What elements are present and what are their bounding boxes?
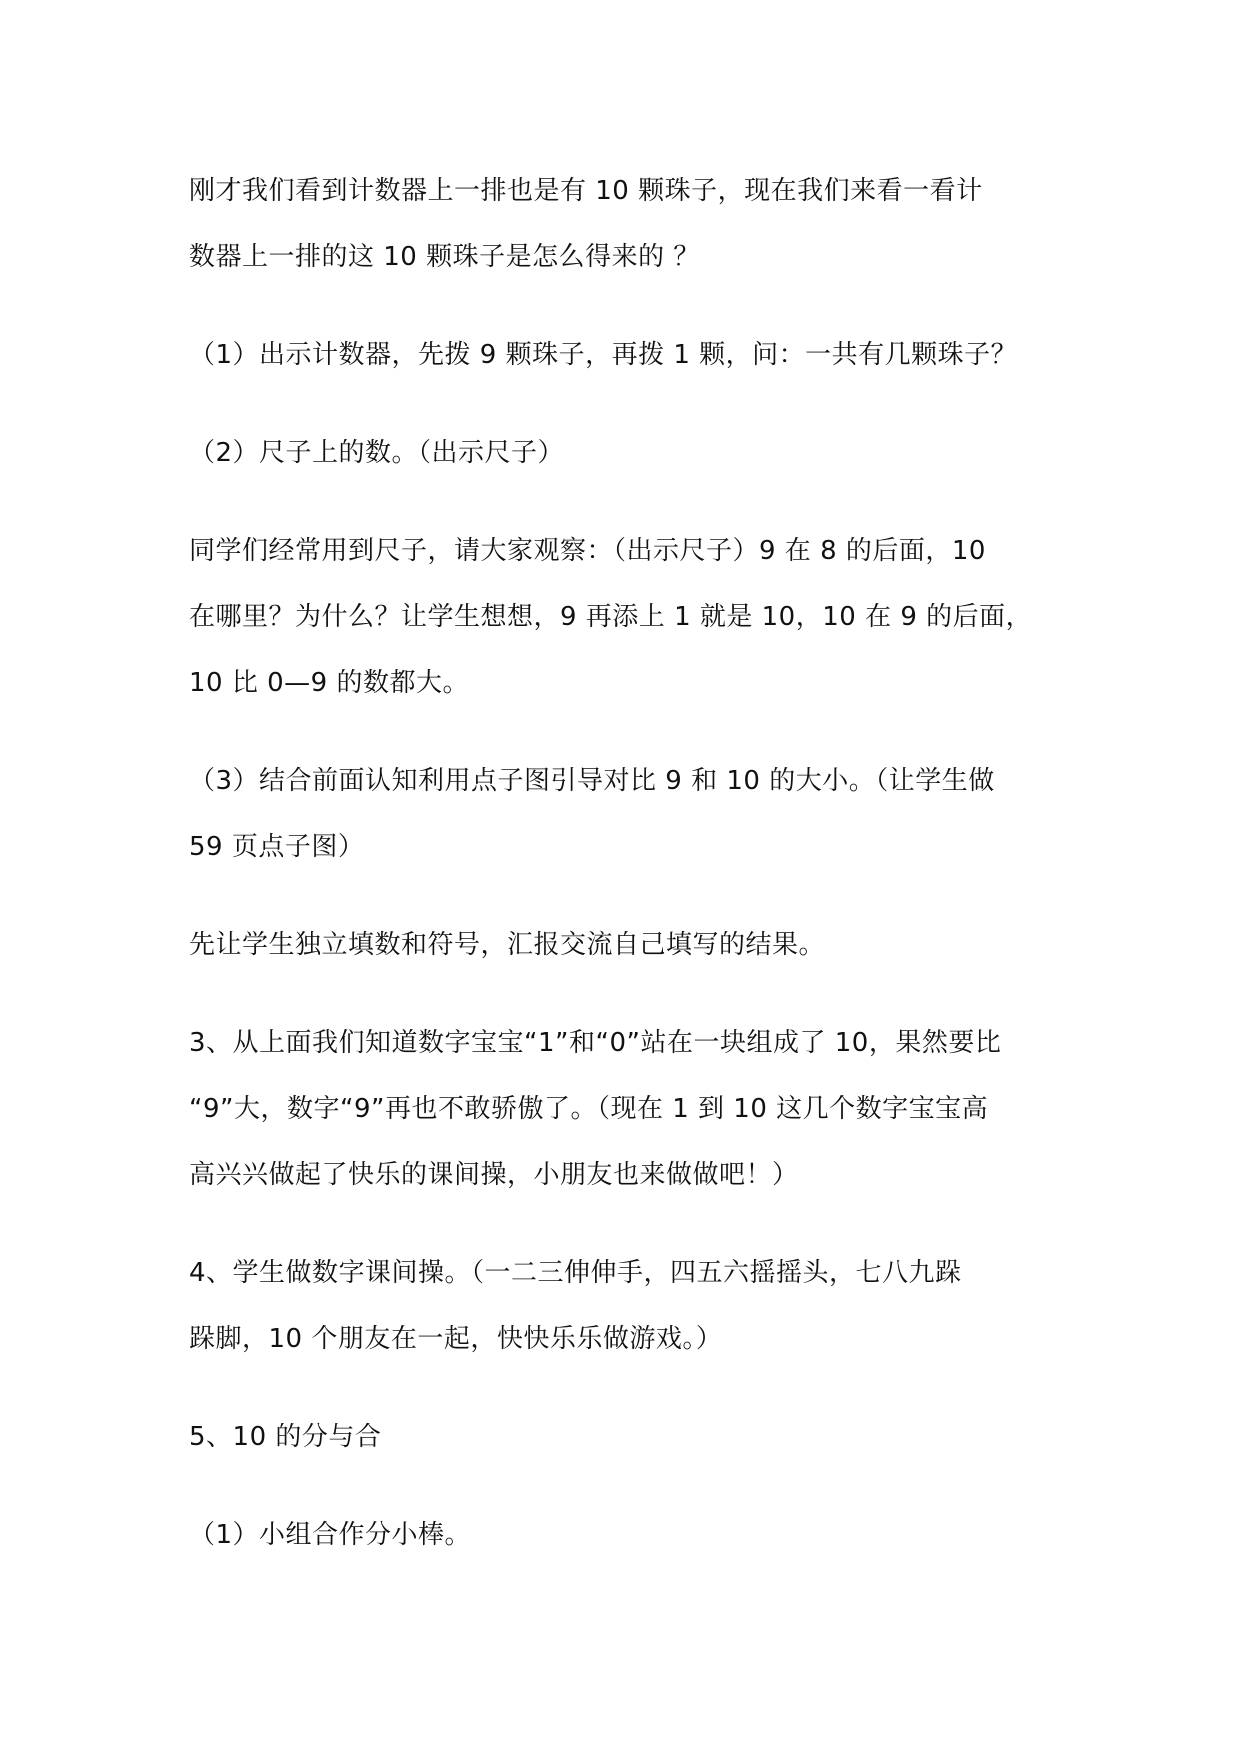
- text-line: 59 页点子图）: [189, 832, 365, 862]
- text-line: 10 比 0—9 的数都大。: [189, 668, 469, 698]
- paragraph: [189, 420, 1059, 486]
- paragraph: [189, 912, 1059, 978]
- text-line: “9”大，数字“9”再也不敢骄傲了。（现在 1 到 10 这几个数字宝宝高: [189, 1094, 989, 1124]
- paragraph: [189, 748, 1059, 880]
- paragraph: [189, 322, 1059, 388]
- text-line: 5、10 的分与合: [189, 1422, 382, 1452]
- text-line: （1）小组合作分小棒。: [189, 1520, 472, 1550]
- document-body: [189, 158, 1059, 1568]
- text-line: 高兴兴做起了快乐的课间操，小朋友也来做做吧！）: [189, 1160, 799, 1190]
- text-line: （2）尺子上的数。（出示尺子）: [189, 438, 565, 468]
- paragraph: [189, 1404, 1059, 1470]
- text-line: 同学们经常用到尺子，请大家观察：（出示尺子）9 在 8 的后面，10: [189, 536, 986, 566]
- text-line: （1）出示计数器，先拨 9 颗珠子，再拨 1 颗，问：一共有几颗珠子？: [189, 340, 1018, 370]
- paragraph: [189, 1240, 1059, 1372]
- text-line: 刚才我们看到计数器上一排也是有 10 颗珠子，现在我们来看一看计: [189, 176, 983, 206]
- text-line: 数器上一排的这 10 颗珠子是怎么得来的 ？: [189, 242, 700, 272]
- paragraph: [189, 158, 1059, 290]
- text-line: 4、学生做数字课间操。（一二三伸伸手，四五六摇摇头，七八九跺: [189, 1258, 962, 1288]
- text-line: 3、从上面我们知道数字宝宝“1”和“0”站在一块组成了 10，果然要比: [189, 1028, 1002, 1058]
- text-line: 先让学生独立填数和符号，汇报交流自己填写的结果。: [189, 930, 826, 960]
- paragraph: [189, 1010, 1059, 1208]
- paragraph: [189, 1502, 1059, 1568]
- paragraph: [189, 518, 1059, 716]
- text-line: 跺脚，10 个朋友在一起，快快乐乐做游戏。）: [189, 1324, 723, 1354]
- text-line: 在哪里？为什么？让学生想想，9 再添上 1 就是 10，10 在 9 的后面，: [189, 602, 1033, 632]
- text-line: （3）结合前面认知利用点子图引导对比 9 和 10 的大小。（让学生做: [189, 766, 995, 796]
